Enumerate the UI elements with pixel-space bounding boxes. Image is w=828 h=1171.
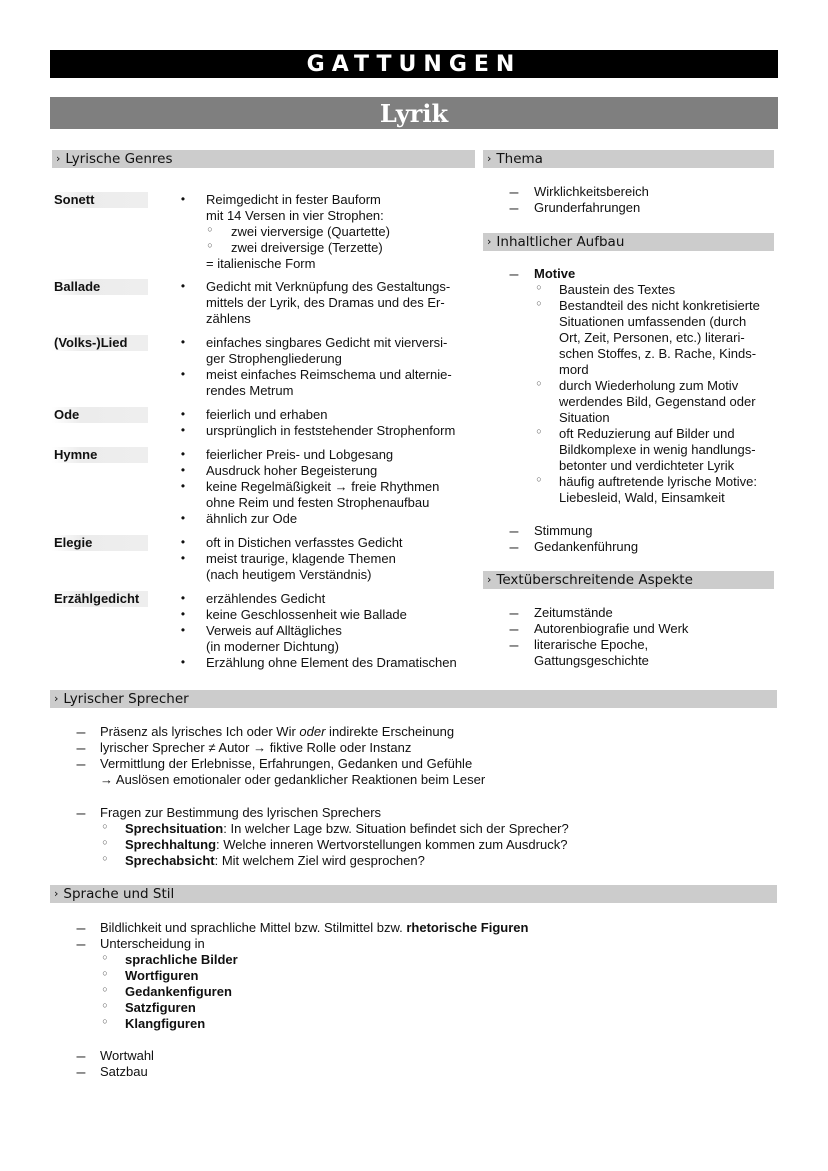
genre-line: ähnlich zur Ode	[206, 511, 298, 526]
genre-line: feierlicher Preis- und Lobgesang	[206, 447, 394, 462]
dash-icon: –	[509, 539, 519, 556]
text-part: Präsenz als lyrisches Ich oder Wir	[100, 724, 300, 739]
question-label: Sprechhaltung	[125, 837, 217, 852]
list-item: Zeitumstände	[534, 605, 613, 620]
genre-line: (in moderner Dichtung)	[206, 639, 339, 654]
chevron-right-icon: ›	[487, 234, 492, 248]
sprecher-line	[100, 724, 454, 740]
figure-item: sprachliche Bilder	[125, 952, 238, 967]
genre-line: ger Strophengliederung	[206, 351, 342, 366]
bullet-icon: •	[180, 463, 186, 477]
dash-icon: –	[509, 621, 519, 638]
section-title: Textüberschreitende Aspekte	[496, 572, 693, 588]
genre-line: feierlich und erhaben	[206, 407, 328, 422]
dash-icon: –	[76, 936, 86, 953]
sprecher-line: → Auslösen emotionaler oder gedanklicher Reaktionen beim Leser	[100, 772, 486, 787]
section-header-genres	[52, 150, 475, 168]
dash-icon: –	[509, 266, 519, 283]
genre-line: ohne Reim und festen Strophenaufbau	[206, 495, 430, 510]
bullet-icon: •	[180, 335, 186, 349]
dash-icon: –	[509, 184, 519, 201]
genre-line: rendes Metrum	[206, 383, 294, 398]
figure-item: Klangfiguren	[125, 1016, 206, 1031]
question-label: Sprechabsicht	[125, 853, 215, 868]
figure-item: Satzfiguren	[125, 1000, 196, 1015]
genre-term: Ode	[52, 407, 148, 423]
question-line	[125, 821, 569, 837]
motive-line: Situation	[559, 410, 610, 425]
dash-icon: –	[76, 740, 86, 757]
dash-icon: –	[76, 1048, 86, 1065]
section-title: Thema	[496, 151, 543, 167]
genre-line: meist einfaches Reimschema und alternie-	[206, 367, 452, 382]
list-item: Grunderfahrungen	[534, 200, 641, 215]
section-header-aspekte	[483, 571, 774, 589]
bullet-icon: •	[180, 655, 186, 669]
motive-line: oft Reduzierung auf Bilder und	[559, 426, 735, 441]
page-title: GATTUNGEN	[50, 50, 778, 78]
motive-line: betonter und verdichteter Lyrik	[559, 458, 735, 473]
sub-bullet-icon: ○	[102, 1016, 108, 1026]
section-header-sprecher	[50, 690, 777, 708]
question-line	[125, 837, 567, 853]
sub-bullet-icon: ○	[536, 298, 542, 308]
motive-line: Situationen umfassenden (durch	[559, 314, 747, 329]
genre-line: ursprünglich in feststehender Strophenform	[206, 423, 456, 438]
genre-line: meist traurige, klagende Themen	[206, 551, 396, 566]
dash-icon: –	[76, 805, 86, 822]
bullet-icon: •	[180, 279, 186, 293]
section-title: Lyrischer Sprecher	[63, 691, 189, 707]
bullet-icon: •	[180, 591, 186, 605]
list-item: Gattungsgeschichte	[534, 653, 649, 668]
section-title: Sprache und Stil	[63, 886, 175, 902]
dash-icon: –	[509, 605, 519, 622]
genre-line: Reimgedicht in fester Bauform	[206, 192, 381, 207]
chevron-right-icon: ›	[54, 886, 59, 900]
motive-label: Motive	[534, 266, 576, 281]
genre-line: Erzählung ohne Element des Dramatischen	[206, 655, 457, 670]
motive-line: Bildkomplexe in wenig handlungs-	[559, 442, 756, 457]
emphasis: oder	[299, 724, 326, 739]
sub-bullet-icon: ○	[102, 968, 108, 978]
bullet-icon: •	[180, 367, 186, 381]
bullet-icon: •	[180, 551, 186, 565]
chevron-right-icon: ›	[56, 151, 61, 165]
sub-bullet-icon: ○	[207, 224, 213, 234]
motive-line: werdendes Bild, Gegenstand oder	[559, 394, 756, 409]
dash-icon: –	[509, 637, 519, 654]
section-title: Lyrische Genres	[65, 151, 173, 167]
sub-bullet-icon: ○	[536, 426, 542, 436]
sprecher-line: Vermittlung der Erlebnisse, Erfahrungen, Gedanken und Gefühle	[100, 756, 473, 771]
motive-line: mord	[559, 362, 589, 377]
list-item: Wirklichkeitsbereich	[534, 184, 649, 199]
sub-bullet-icon: ○	[536, 378, 542, 388]
question-line	[125, 853, 425, 869]
motive-line: Ort, Zeit, Personen, etc.) literari-	[559, 330, 745, 345]
genre-line: mittels der Lyrik, des Dramas und des Er-	[206, 295, 445, 310]
genre-line: Ausdruck hoher Begeisterung	[206, 463, 378, 478]
section-title: Inhaltlicher Aufbau	[496, 234, 625, 250]
dash-icon: –	[76, 724, 86, 741]
page-subtitle: Lyrik	[50, 97, 778, 129]
question-label: Sprechsituation	[125, 821, 224, 836]
list-item: Gedankenführung	[534, 539, 639, 554]
genre-line: zählens	[206, 311, 251, 326]
genre-line: (nach heutigem Verständnis)	[206, 567, 372, 582]
genre-line: keine Regelmäßigkeit → freie Rhythmen	[206, 479, 440, 494]
genre-term: Hymne	[52, 447, 148, 463]
sub-bullet-icon: ○	[207, 240, 213, 250]
bullet-icon: •	[180, 423, 186, 437]
bullet-icon: •	[180, 447, 186, 461]
motive-line: Bestandteil des nicht konkretisierte	[559, 298, 760, 313]
bullet-icon: •	[180, 511, 186, 525]
genre-line: erzählendes Gedicht	[206, 591, 326, 606]
bullet-icon: •	[180, 479, 186, 493]
list-item: Stimmung	[534, 523, 593, 538]
genre-line: = italienische Form	[206, 256, 316, 271]
bullet-icon: •	[180, 407, 186, 421]
motive-line: schen Stoffes, z. B. Rache, Kinds-	[559, 346, 757, 361]
bullet-icon: •	[180, 192, 186, 206]
question-text: : In welcher Lage bzw. Situation befindet sich der Sprecher?	[223, 821, 569, 836]
dash-icon: –	[509, 523, 519, 540]
sub-bullet-icon: ○	[102, 853, 108, 863]
question-text: : Welche inneren Wertvorstellungen kommen zum Ausdruck?	[216, 837, 568, 852]
motive-line: Baustein des Textes	[559, 282, 676, 297]
question-text: : Mit welchem Ziel wird gesprochen?	[214, 853, 425, 868]
sub-bullet-icon: ○	[102, 837, 108, 847]
genre-term: (Volks-)Lied	[52, 335, 148, 351]
genre-term: Erzählgedicht	[52, 591, 148, 607]
dash-icon: –	[509, 200, 519, 217]
bullet-icon: •	[180, 607, 186, 621]
dash-icon: –	[76, 756, 86, 773]
bold-term: rhetorische Figuren	[406, 920, 529, 935]
motive-line: Liebesleid, Wald, Einsamkeit	[559, 490, 725, 505]
figure-item: Gedankenfiguren	[125, 984, 232, 999]
chevron-right-icon: ›	[487, 151, 492, 165]
stil-line: Wortwahl	[100, 1048, 154, 1063]
section-header-aufbau	[483, 233, 774, 251]
dash-icon: –	[76, 920, 86, 937]
list-item: Autorenbiografie und Werk	[534, 621, 689, 636]
genre-term: Elegie	[52, 535, 148, 551]
sub-bullet-icon: ○	[102, 821, 108, 831]
stil-line: Unterscheidung in	[100, 936, 205, 951]
motive-line: durch Wiederholung zum Motiv	[559, 378, 739, 393]
text-part: Bildlichkeit und sprachliche Mittel bzw. Stilmittel bzw.	[100, 920, 407, 935]
genre-line: Gedicht mit Verknüpfung des Gestaltungs-	[206, 279, 451, 294]
genre-line: zwei vierversige (Quartette)	[231, 224, 390, 239]
text-part: indirekte Erscheinung	[325, 724, 455, 739]
section-header-stil	[50, 885, 777, 903]
sub-bullet-icon: ○	[102, 952, 108, 962]
bullet-icon: •	[180, 535, 186, 549]
list-item: literarische Epoche,	[534, 637, 649, 652]
stil-line	[100, 920, 528, 936]
genre-term: Ballade	[52, 279, 148, 295]
section-header-thema	[483, 150, 774, 168]
genre-line: oft in Distichen verfasstes Gedicht	[206, 535, 403, 550]
dash-icon: –	[76, 1064, 86, 1081]
genre-line: einfaches singbares Gedicht mit vierversi-	[206, 335, 448, 350]
genre-line: zwei dreiversige (Terzette)	[231, 240, 383, 255]
chevron-right-icon: ›	[487, 572, 492, 586]
sub-bullet-icon: ○	[536, 474, 542, 484]
bullet-icon: •	[180, 623, 186, 637]
genre-term: Sonett	[52, 192, 148, 208]
sprecher-line: lyrischer Sprecher ≠ Autor → fiktive Rolle oder Instanz	[100, 740, 412, 755]
chevron-right-icon: ›	[54, 691, 59, 705]
sprecher-line: Fragen zur Bestimmung des lyrischen Sprechers	[100, 805, 382, 820]
genre-line: Verweis auf Alltägliches	[206, 623, 342, 638]
motive-line: häufig auftretende lyrische Motive:	[559, 474, 757, 489]
figure-item: Wortfiguren	[125, 968, 199, 983]
sub-bullet-icon: ○	[102, 1000, 108, 1010]
sub-bullet-icon: ○	[102, 984, 108, 994]
genre-line: mit 14 Versen in vier Strophen:	[206, 208, 384, 223]
stil-line: Satzbau	[100, 1064, 148, 1079]
genre-line: keine Geschlossenheit wie Ballade	[206, 607, 407, 622]
sub-bullet-icon: ○	[536, 282, 542, 292]
